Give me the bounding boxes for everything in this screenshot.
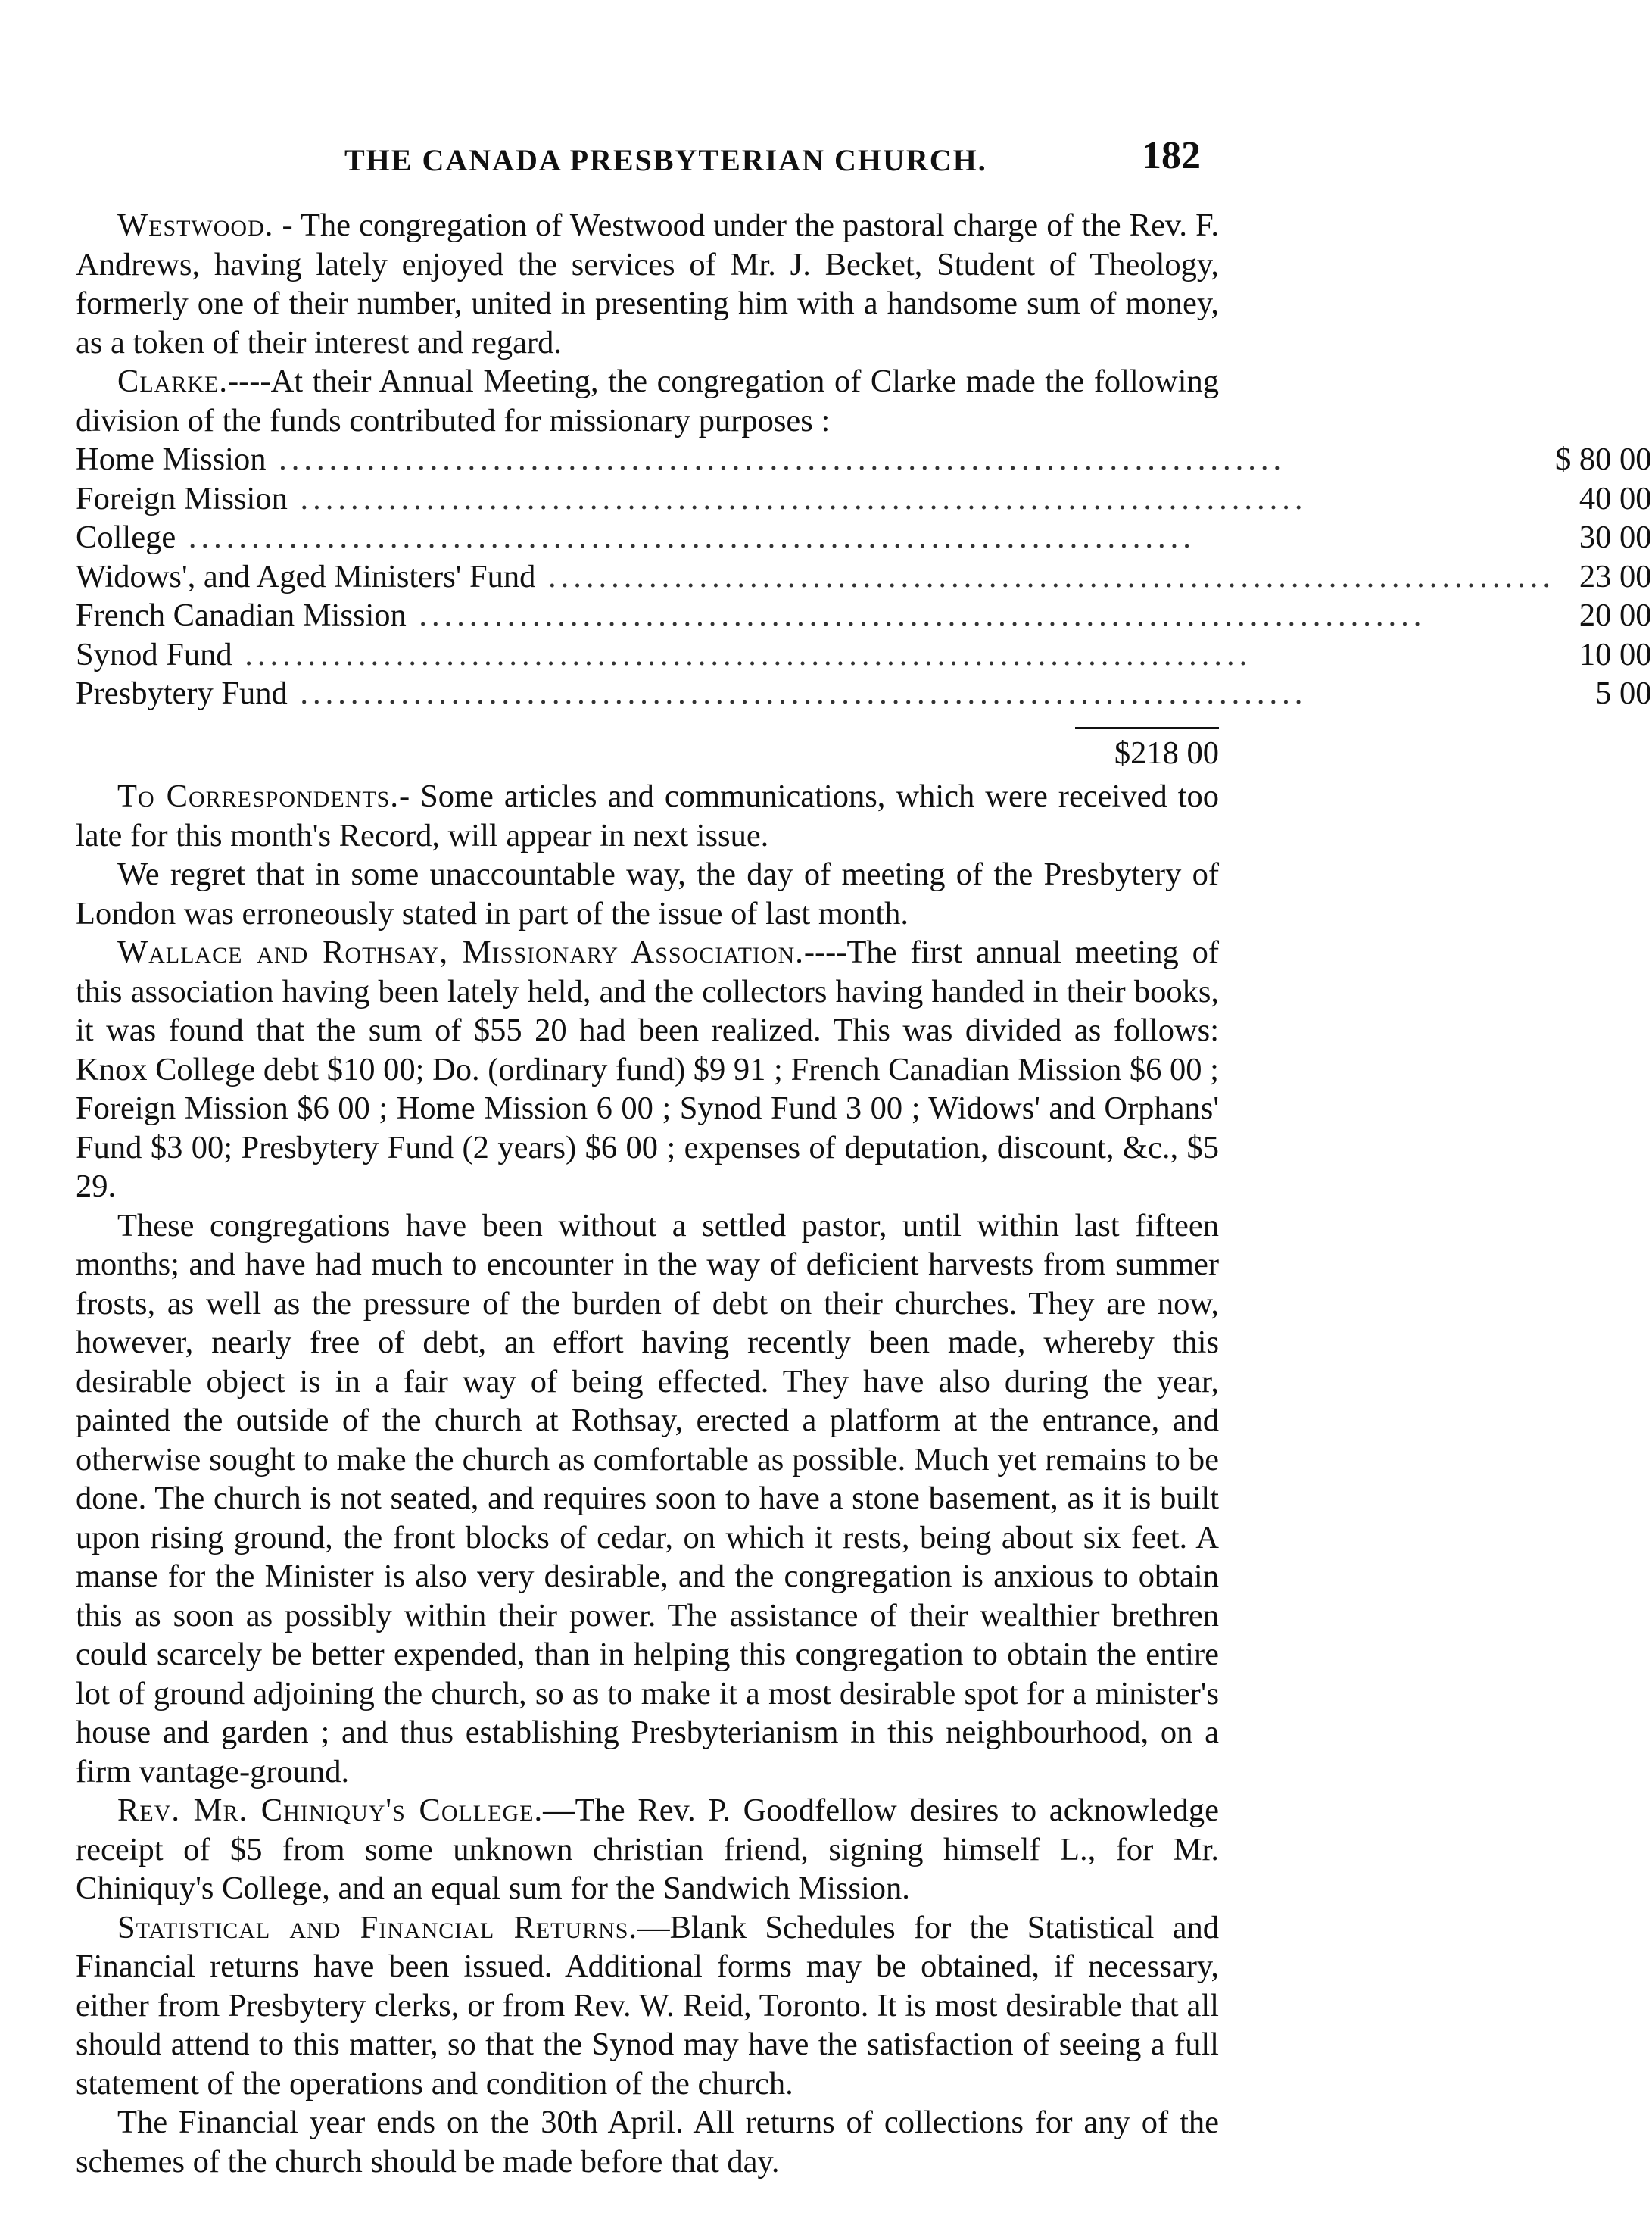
page-number: 182 xyxy=(1142,134,1201,177)
fund-name-cell xyxy=(76,479,1555,519)
fund-row xyxy=(76,440,1652,479)
regret-paragraph: We regret that in some unaccountable way, the day of meeting of the Presbytery of London was erroneously stated in part of the issue of last month. xyxy=(76,856,1219,931)
fund-division-table xyxy=(76,440,1652,713)
clarke-text: ----At their Annual Meeting, the congregation of Clarke made the following division of the funds contributed for missionary purposes : xyxy=(76,363,1219,438)
fund-amount: 10 00 xyxy=(1579,636,1652,672)
fund-total: $218 00 xyxy=(1114,735,1219,771)
dot-leader: ................................................................................ xyxy=(176,519,1195,555)
fund-row xyxy=(76,596,1652,635)
fund-name-cell xyxy=(76,596,1555,635)
westwood-text: - The congregation of Westwood under the pastoral charge of the Rev. F. Andrews, having lately enjoyed the services of Mr. J. Becket, Student of Theology, formerly one of their number, united in presenting him with a handsome sum of money, as a token of their interest and regard. xyxy=(76,207,1219,360)
clarke-heading: Clarke. xyxy=(117,363,228,399)
chiniquy-heading: Rev. Mr. Chiniquy's College. xyxy=(117,1793,544,1828)
fund-amount: 23 00 xyxy=(1579,558,1652,594)
fund-row xyxy=(76,479,1652,519)
westwood-paragraph xyxy=(76,206,1219,362)
fund-row xyxy=(76,674,1652,713)
fund-name: College xyxy=(76,519,176,555)
wallace-heading: Wallace and Rothsay, Missionary Association. xyxy=(117,934,804,970)
congregations-paragraph: These congregations have been without a settled pastor, until within last fifteen months; and have had much to encounter in the way of deficient harvests from summer frosts, as well as the pressure of the burden of debt on their churches. They are now, however, nearly free of debt, an effort having recently been made, whereby this desirable object is in a fair way of being effected. They have also during the year, painted the outside of the church at Rothsay, erected a platform at the entrance, and otherwise sought to make the church as comfortable as possible. Much yet remains to be done. The church is not seated, and requires soon to have a stone basement, as it is built upon rising ground, the front blocks of cedar, on which it rests, being about six feet. A manse for the Minister is also very desirable, and the congregation is anxious to obtain this as soon as possibly within their power. The assistance of their wealthier brethren could scarcely be better expended, than in helping this congregation to obtain the entire lot of ground adjoining the church, so as to make it a most desirable spot for a minister's house and garden ; and thus establishing Presbyterianism in this neighbourhood, on a firm vantage-ground. xyxy=(76,1207,1219,1789)
dot-leader: ................................................................................ xyxy=(287,676,1308,711)
dot-leader: ................................................................................ xyxy=(287,480,1308,516)
correspondents-paragraph xyxy=(76,777,1219,855)
clarke-paragraph xyxy=(76,362,1219,440)
fund-name: Presbytery Fund xyxy=(76,676,288,711)
fund-row xyxy=(76,518,1652,557)
dot-leader: ................................................................................ xyxy=(266,441,1286,477)
westwood-heading: Westwood. xyxy=(117,207,274,243)
wallace-paragraph xyxy=(76,933,1219,1206)
fund-name: French Canadian Mission xyxy=(76,598,407,633)
fund-amount: 5 00 xyxy=(1595,676,1652,711)
statistical-paragraph xyxy=(76,1908,1219,2104)
fund-name-cell xyxy=(76,440,1555,479)
fund-name-cell xyxy=(76,557,1555,597)
fund-amount: 40 00 xyxy=(1579,480,1652,516)
fund-name-cell xyxy=(76,518,1555,557)
fund-name-cell xyxy=(76,635,1555,675)
running-title: THE CANADA PRESBYTERIAN CHURCH. xyxy=(344,143,987,177)
fund-name: Home Mission xyxy=(76,441,267,477)
fund-amount: 30 00 xyxy=(1579,519,1652,555)
fund-amount: $ 80 00 xyxy=(1555,441,1652,477)
total-rule xyxy=(1075,727,1219,729)
statistical-heading: Statistical and Financial Returns. xyxy=(117,1909,638,1945)
dot-leader: ................................................................................ xyxy=(406,598,1426,633)
fund-name: Widows', and Aged Ministers' Fund xyxy=(76,558,536,594)
dot-leader: ................................................................................ xyxy=(535,558,1556,594)
fund-row xyxy=(76,635,1652,675)
correspondents-text: - Some articles and communications, which were received too late for this month's Record, will appear in next issue. xyxy=(76,778,1219,853)
fund-name-cell xyxy=(76,674,1555,713)
statistical-text: —Blank Schedules for the Statistical and Financial returns have been issued. Additional forms may be obtained, if necessary, either from Presbytery clerks, or from Rev. W. Reid, Toronto. It is most desirable that all should attend to this matter, so that the Synod may have the satisfaction of seeing a full statement of the operations and condition of the church. xyxy=(76,1909,1220,2101)
correspondents-heading: To Correspondents. xyxy=(117,778,399,814)
article-body xyxy=(76,206,1652,2181)
fund-amount: 20 00 xyxy=(1579,598,1652,633)
financial-year-paragraph: The Financial year ends on the 30th April. All returns of collections for any of the schemes of the church should be made before that day. xyxy=(76,2105,1219,2179)
wallace-text: ----The first annual meeting of this association having been lately held, and the collectors having handed in their books, it was found that the sum of $55 20 had been realized. This was divided as follows: Knox College debt $10 00; Do. (ordinary fund) $9 91 ; French Canadian Mission $6 00 ; Foreign Mission $6 00 ; Home Mission 6 00 ; Synod Fund 3 00 ; Widows' and Orphans' Fund $3 00; Presbytery Fund (2 years) $6 00 ; expenses of deputation, discount, &c., $5 29. xyxy=(76,934,1219,1204)
fund-name: Synod Fund xyxy=(76,636,232,672)
fund-row xyxy=(76,557,1652,597)
fund-name: Foreign Mission xyxy=(76,480,288,516)
chiniquy-text: —The Rev. P. Goodfellow desires to acknowledge receipt of $5 from some unknown christian friend, signing himself L., for Mr. Chiniquy's College, and an equal sum for the Sandwich Mission. xyxy=(76,1793,1220,1906)
dot-leader: ................................................................................ xyxy=(232,636,1252,672)
chiniquy-paragraph xyxy=(76,1791,1219,1908)
